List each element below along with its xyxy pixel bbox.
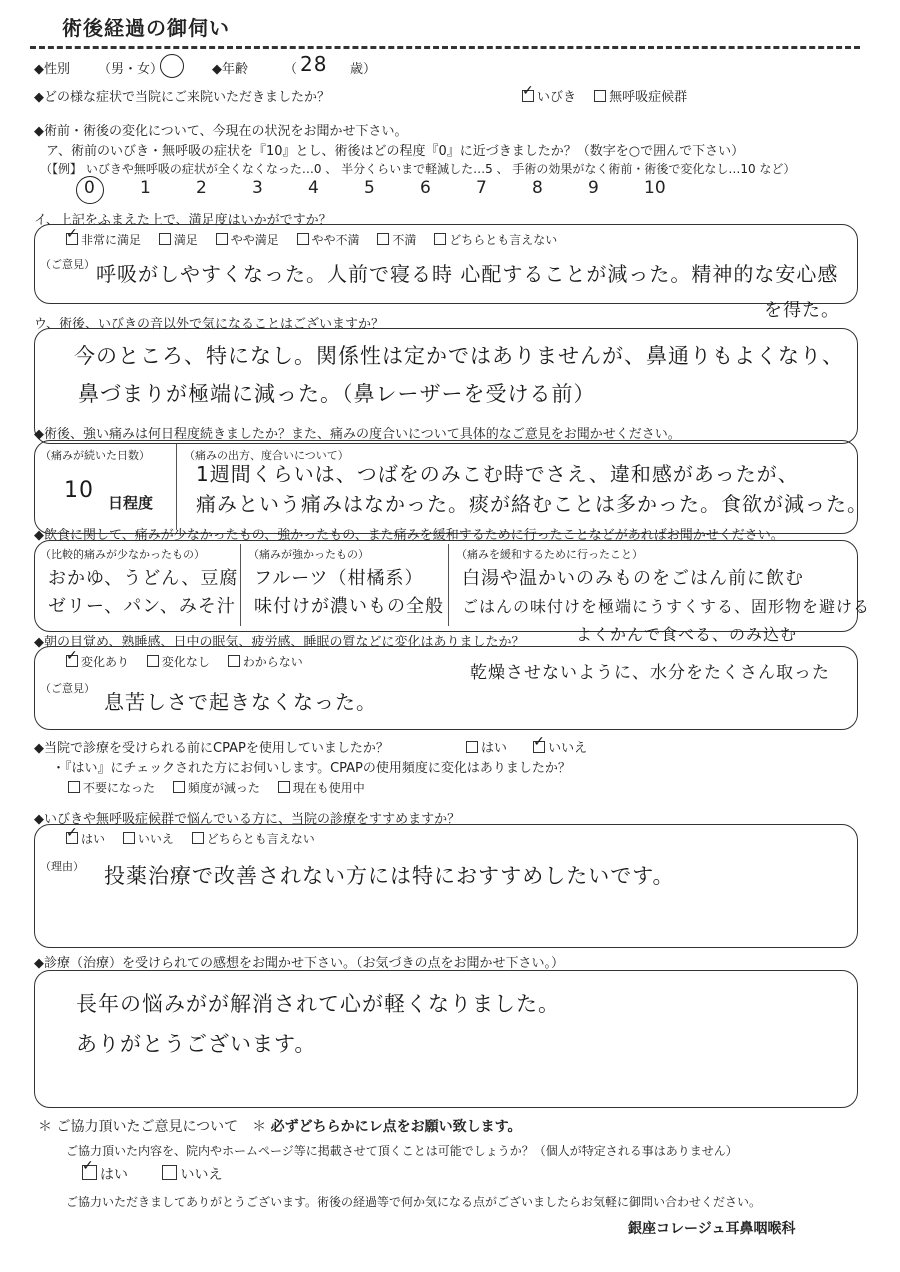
footer-option-yes[interactable] [82, 1164, 128, 1184]
option-label: いいえ [548, 741, 588, 756]
q5-days-label: （痛みが続いた日数） [40, 449, 150, 462]
option-label: 満足 [173, 233, 198, 247]
q2-instruction: ア、術前のいびき・無呼吸の症状を『10』とし、術後はどの程度『0』に近づきましたか？（数字を○で囲んで下さい） [46, 144, 745, 159]
q5-days-unit: 日程度 [108, 494, 154, 512]
option-label: 現在も使用中 [292, 781, 365, 795]
q5-divider [176, 444, 177, 530]
q1-question: ◆どの様な症状で当院にご来院いただきましたか？ [34, 90, 330, 105]
checkbox[interactable] [173, 781, 185, 793]
q3-answer-line1[interactable]: 呼吸がしやすくなった。人前で寝る時 心配することが減った。精神的な安心感 [96, 262, 839, 286]
option-label: 頻度が減った [187, 781, 260, 795]
checkbox[interactable] [278, 781, 290, 793]
page-title: 術後経過の御伺い [62, 16, 230, 40]
checkbox[interactable] [147, 655, 159, 667]
q6-question: ◆飲食に関して、痛みが少なかったもの、強かったもの、また痛みを緩和するために行ったことなどがあればお聞かせください。 [34, 528, 784, 543]
option-label: はい [81, 832, 106, 846]
checkbox[interactable] [123, 832, 135, 844]
q8-sub-question: ・『はい』にチェックされた方にお伺いします。CPAPの使用頻度に変化はありましたか？ [52, 761, 571, 776]
footer-note-b: 必ずどちらかにレ点をお願い致します。 [270, 1119, 522, 1135]
option-label: いいえ [180, 1167, 223, 1183]
q6-col3-line2[interactable]: ごはんの味付けを極端にうすくする、固形物を避ける [462, 597, 871, 616]
q6-divider-2 [448, 544, 449, 626]
option-label: はい [100, 1167, 128, 1183]
checkbox[interactable] [162, 1165, 177, 1180]
gender-selection-circle [160, 54, 184, 78]
option-label: 変化あり [81, 655, 130, 669]
q9-question: ◆いびきや無呼吸症候群で悩んでいる方に、当院の診療をすすめますか？ [34, 812, 461, 827]
q6-col3-label: （痛みを緩和するために行ったこと） [456, 548, 643, 561]
checkbox-checked[interactable] [66, 655, 78, 667]
option-label: わからない [242, 655, 303, 669]
footer-options [82, 1164, 236, 1184]
q3-option-somewhat-dissatisfied[interactable] [297, 231, 360, 248]
q8-sub-option-still-using[interactable] [278, 779, 365, 796]
scale-7[interactable]: 7 [476, 178, 487, 198]
q6-col3-line3[interactable]: よくかんで食べる、のみ込む [576, 625, 798, 644]
q6-col1-label: （比較的痛みが少なかったもの） [40, 548, 205, 561]
q8-option-yes[interactable] [466, 737, 507, 756]
age-value[interactable]: 28 [300, 52, 328, 76]
footer-question: ご協力頂いた内容を、院内やホームページ等に掲載させて頂くことは可能でしょうか？（個人が特定される事はありません） [66, 1144, 738, 1158]
option-label: いびき [537, 90, 577, 105]
checkbox[interactable] [434, 233, 446, 245]
option-label: どちらとも言えない [449, 233, 558, 247]
option-label: いいえ [137, 832, 174, 846]
option-label: やや満足 [230, 233, 279, 247]
option-label: 不満 [392, 233, 417, 247]
age-open-paren: （ [284, 62, 298, 77]
checkbox[interactable] [466, 741, 478, 753]
q4-answer-line2[interactable]: 鼻づまりが極端に減った。（鼻レーザーを受ける前） [78, 382, 596, 406]
q5-days-value[interactable]: 10 [64, 478, 94, 503]
option-label: どちらとも言えない [206, 832, 315, 846]
q3-option-dissatisfied[interactable] [377, 231, 416, 248]
q2-example: （【例】 いびきや無呼吸の症状が全くなくなった…0 、 半分くらいまで軽減した…5 、 手術の効果がなく術前・術後で変化なし…10 など） [40, 162, 796, 176]
q7-option-changed[interactable] [66, 653, 129, 670]
scale-1[interactable]: 1 [140, 178, 151, 198]
scale-4[interactable]: 4 [308, 178, 319, 198]
clinic-name: 銀座コレージュ耳鼻咽喉科 [628, 1221, 796, 1237]
q10-answer-line1[interactable]: 長年の悩みがが解消されて心が軽くなりました。 [76, 992, 560, 1016]
q5-detail-label: （痛みの出方、度合いについて） [184, 449, 349, 462]
scale-0[interactable]: 0 [84, 178, 95, 198]
footer-thanks: ご協力いただきましてありがとうございます。術後の経過等で何か気になる点がございましたらお気軽に御問い合わせください。 [66, 1195, 762, 1209]
q9-options [66, 830, 329, 847]
checkbox[interactable] [68, 781, 80, 793]
scale-selection-circle [76, 176, 104, 204]
checkbox[interactable] [377, 233, 389, 245]
q4-question: ウ、術後、いびきの音以外で気になることはございますか？ [34, 317, 384, 332]
q10-answer-line2[interactable]: ありがとうございます。 [76, 1032, 317, 1056]
option-label: 変化なし [161, 655, 210, 669]
option-label: はい [481, 741, 508, 756]
q6-col2-label: （痛みが強かったもの） [248, 548, 369, 561]
q8-sub-options [68, 779, 379, 796]
gender-label: ◆性別 [34, 62, 70, 77]
scale-9[interactable]: 9 [588, 178, 599, 198]
age-unit: 歳） [350, 62, 377, 77]
q6-divider-1 [240, 544, 241, 626]
checkbox[interactable] [297, 233, 309, 245]
checkbox[interactable] [192, 832, 204, 844]
q8-option-no[interactable] [533, 737, 587, 756]
q5-answer-line2[interactable]: 痛みという痛みはなかった。痰が絡むことは多かった。食欲が減った。 [196, 492, 868, 516]
scale-3[interactable]: 3 [252, 178, 263, 198]
q9-answer-line1[interactable]: 投薬治療で改善されない方には特におすすめしたいです。 [104, 864, 675, 888]
q1-options [522, 86, 701, 105]
q6-col1-line2[interactable]: ゼリー、パン、みそ汁 [48, 596, 236, 617]
q3-opinion-label: （ご意見） [40, 258, 95, 271]
gender-options: （男・女） [98, 62, 164, 77]
q9-option-neither[interactable] [192, 830, 315, 847]
checkbox-checked[interactable] [66, 233, 78, 245]
checkbox-checked[interactable] [66, 832, 78, 844]
option-label: やや不満 [311, 233, 360, 247]
q6-col3-line1[interactable]: 白湯や温かいのみものをごはん前に飲む [462, 568, 804, 589]
q9-reason-label: （理由） [40, 860, 84, 873]
checkbox-checked[interactable] [522, 90, 534, 102]
q9-option-no[interactable] [123, 830, 174, 847]
q8-question: ◆当院で診療を受けられる前にCPAPを使用していましたか？ [34, 741, 389, 756]
footer-note [38, 1116, 522, 1136]
q8-sub-option-reduced[interactable] [173, 779, 260, 796]
checkbox[interactable] [216, 233, 228, 245]
q7-opinion-label: （ご意見） [40, 682, 95, 695]
q7-question: ◆朝の目覚め、熟睡感、日中の眠気、疲労感、睡眠の質などに変化はありましたか？ [34, 635, 525, 650]
q7-options [66, 653, 317, 670]
option-label: 無呼吸症候群 [609, 90, 688, 105]
checkbox[interactable] [228, 655, 240, 667]
q7-answer-extra[interactable]: 乾燥させないように、水分をたくさん取った [470, 663, 830, 683]
footer-note-a: ＊ ご協力頂いたご意見について ＊ [38, 1119, 267, 1135]
q5-answer-box [34, 440, 858, 534]
q3-option-neither[interactable] [434, 231, 557, 248]
q3-answer-line2[interactable]: を得た。 [764, 300, 840, 321]
q1-option-apnea[interactable] [594, 86, 687, 105]
q9-option-yes[interactable] [66, 830, 105, 847]
q6-col2-line1[interactable]: フルーツ（柑橘系） [254, 568, 424, 589]
q8-sub-option-unnecessary[interactable] [68, 779, 155, 796]
checkbox[interactable] [159, 233, 171, 245]
age-label: ◆年齢 [212, 62, 248, 77]
q5-question: ◆術後、強い痛みは何日程度続きましたか？また、痛みの度合いについて具体的なご意見をお聞かせください。 [34, 427, 681, 442]
title-divider [30, 46, 860, 49]
footer-option-no[interactable] [162, 1164, 222, 1184]
q3-option-satisfied[interactable] [159, 231, 198, 248]
q3-question: イ、上記をふまえた上で、満足度はいかがですか？ [34, 213, 332, 228]
q3-option-somewhat-satisfied[interactable] [216, 231, 279, 248]
checkbox[interactable] [594, 90, 606, 102]
q4-answer-line1[interactable]: 今のところ、特になし。関係性は定かではありませんが、鼻通りもよくなり、 [74, 344, 844, 368]
q7-option-no-change[interactable] [147, 653, 210, 670]
q6-col2-line2[interactable]: 味付けが濃いもの全般 [254, 596, 444, 617]
q5-answer-line1[interactable]: 1週間くらいは、つばをのみこむ時でさえ、違和感があったが、 [196, 462, 799, 486]
checkbox-checked[interactable] [533, 741, 545, 753]
checkbox-checked[interactable] [82, 1165, 97, 1180]
q7-answer-line1[interactable]: 息苦しさで起きなくなった。 [104, 690, 377, 714]
q10-question: ◆診療（治療）を受けられての感想をお聞かせ下さい。（お気づきの点をお聞かせ下さい。） [34, 956, 564, 971]
scale-8[interactable]: 8 [532, 178, 543, 198]
scale-5[interactable]: 5 [364, 178, 375, 198]
scale-2[interactable]: 2 [196, 178, 207, 198]
option-label: 非常に満足 [81, 233, 142, 247]
scale-10[interactable]: 10 [644, 178, 666, 198]
q7-option-unknown[interactable] [228, 653, 303, 670]
q2-question: ◆術前・術後の変化について、今現在の状況をお聞かせ下さい。 [34, 124, 408, 139]
q1-option-snoring[interactable] [522, 86, 576, 105]
q2-scale [84, 178, 700, 198]
scale-6[interactable]: 6 [420, 178, 431, 198]
q3-options [66, 231, 571, 248]
option-label: 不要になった [83, 781, 156, 795]
q3-option-very-satisfied[interactable] [66, 231, 141, 248]
q8-options [466, 737, 601, 756]
q6-col1-line1[interactable]: おかゆ、うどん、豆腐 [48, 568, 239, 589]
